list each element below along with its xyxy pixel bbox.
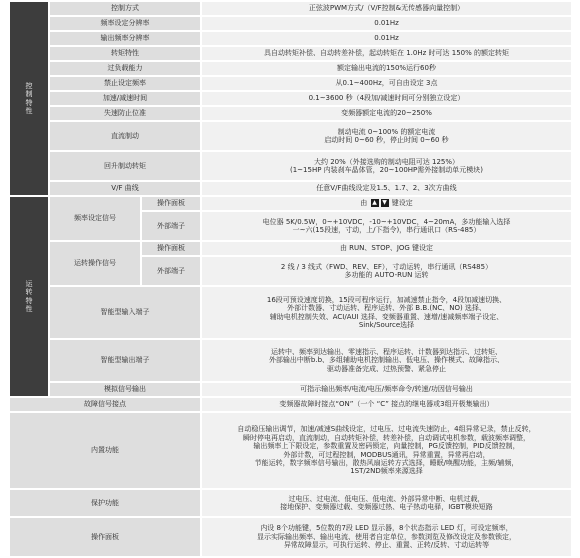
panel-line-3: 异常故障显示，可执行运转、停止、重置、正转/反转、寸动运转等 [283,541,490,550]
label-run-signal-panel: 操作面板 [142,242,202,255]
regen-torque-line-1: 大约 20%（外接选购的制动电阻可达 125%） [313,157,460,166]
up-arrow-key-icon: ▲ [372,199,377,207]
label-built-in: 内置功能 [10,413,202,488]
label-panel: 操作面板 [10,518,202,556]
label-freq-signal-ext: 外部端子 [142,212,202,240]
label-prohibit-freq: 禁止设定频率 [50,77,202,90]
value-control-mode: 正弦波PWM方式/（V/F控制&无传感器向量控制） [202,2,571,15]
value-dc-brake [202,122,571,150]
freq-signal-panel-prefix: 由 [360,199,368,208]
row-run-signal-panel [10,242,571,255]
category-control [10,2,50,195]
value-built-in [202,413,571,488]
value-smart-output [202,340,571,381]
value-accel-time: 0.1~3600 秒（4段加/减速时间可分别独立设定） [202,92,571,105]
dc-brake-line-1: 制动电流 0~100% 的额定电流 [337,127,436,136]
built-in-line-5: 节能运转，数字频率信号输出，散热风扇运转方式选择，睡眠/唤醒功能，主频/辅频， [254,458,519,467]
row-smart-output [10,340,571,381]
row-built-in [10,413,571,488]
value-freq-set-res: 0.01Hz [202,17,571,30]
protection-line-2: 接地保护、变频器过载、变频器过热、电子热动电驿，IGBT模块短路 [280,503,493,511]
smart-input-line-1: 16段可预设速度切换，15段可程序运行，加减速禁止指令，4段加减速切换、 [266,295,507,304]
value-prohibit-freq: 从0.1~400Hz，可自由设定 3点 [202,77,571,90]
smart-output-line-1: 运转中、频率到达输出、零速指示、程序运转、计数器到达指示、过转矩、 [271,347,502,356]
row-panel [10,518,571,556]
value-smart-input [202,287,571,338]
spec-table [10,0,571,558]
value-protection [202,490,571,516]
label-smart-output: 智能型输出端子 [50,340,202,381]
protection-line-1: 过电压、过电流、低电压、低电流、外部异常中断、电机过载， [288,494,485,503]
regen-torque-line-2: (1~15HP 内装刹车晶体管，20~100HP需外接制动单元模块) [289,166,483,174]
row-out-freq-res [10,32,571,45]
row-stall-prevent [10,107,571,120]
label-torque: 转矩特性 [50,47,202,60]
panel-line-1: 内设 8个功能键，5位数的7段 LED 显示器，8个状态指示 LED 灯，可设定频率， [260,524,513,533]
label-control-mode: 控制方式 [50,2,202,15]
row-overload [10,62,571,75]
freq-signal-ext-line-1: 电位器 5K/0.5W，0~+10VDC，-10~+10VDC，4~20mA，多功能输入选择 [262,217,511,226]
smart-input-line-3: 辅助电机控制失效、ACI/AUI 选择、变频器重置、速增/速减频率端子设定、 [269,312,504,321]
row-control-mode [10,2,571,15]
row-protection [10,490,571,516]
built-in-line-1: 自动稳压输出调节，加速/减速S曲线设定，过电压、过电流失速防止，4组异常记录，禁止反转， [237,425,536,434]
built-in-line-6: 1ST/2ND频率来源选择 [350,467,423,476]
built-in-line-3: 输出频率上下限设定，参数重置及密码锁定，向量控制，PG反馈控制，PID反馈控制， [253,442,520,451]
value-freq-signal-panel [202,197,571,210]
value-analog-output: 可指示输出频率/电流/电压/频率命令/转速/功因信号输出 [202,383,571,396]
label-accel-time: 加速/减速时间 [50,92,202,105]
label-analog-output: 模拟信号输出 [50,383,202,396]
row-analog-output [10,383,571,396]
built-in-line-4: 外部计数，可过程控制，MODBUS通讯，异常重置，异常再启动， [283,450,490,459]
value-overload: 额定输出电流的150%运行60秒 [202,62,571,75]
value-freq-signal-ext [202,212,571,240]
value-panel [202,518,571,556]
value-regen-torque [202,152,571,180]
label-vf-curve: V/F 曲线 [50,182,202,195]
smart-input-line-2: 外部计数器、寸动运转、程序运转、外部 B.B.(NC、NO) 选择、 [287,304,486,313]
row-dc-brake [10,122,571,150]
row-smart-input [10,287,571,338]
row-accel-time [10,92,571,105]
label-stall-prevent: 失速防止位准 [50,107,202,120]
label-overload: 过负载能力 [50,62,202,75]
label-freq-signal: 频率设定信号 [50,197,142,240]
row-freq-signal-panel [10,197,571,210]
smart-output-line-2: 外部输出中断b.b、多组辅助电机控制输出、低电压、操作模式、故障指示、 [268,356,505,365]
label-dc-brake: 直流制动 [50,122,202,150]
value-run-signal-panel: 由 RUN、STOP、JOG 键设定 [202,242,571,255]
label-freq-set-res: 频率设定分辨率 [50,17,202,30]
category-operation-label: 运 转 特 性 [25,279,33,313]
category-control-label: 控 制 特 性 [25,81,33,115]
value-out-freq-res: 0.01Hz [202,32,571,45]
label-fault-contact: 故障信号接点 [10,398,202,411]
value-run-signal-ext [202,257,571,285]
value-stall-prevent: 变频器额定电流的20~250% [202,107,571,120]
built-in-line-2: 瞬时停电再启动，直流制动，自动转矩补偿，转差补偿，自动调试电机参数，载波频率调整， [243,433,530,442]
label-run-signal: 运转操作信号 [50,242,142,285]
row-vf-curve [10,182,571,195]
freq-signal-ext-line-2: 一~六(15段速，寸动，上/下指令)，串行通讯口（RS-485） [292,226,481,234]
run-signal-ext-line-1: 2 线 / 3 线式（FWD、REV、EF），寸动运转，串行通讯（RS485） [280,262,493,271]
value-fault-contact: 变频器故障时接点“ON”（一个 “C” 接点的继电器或3组开极集输出） [202,398,571,411]
row-freq-set-res [10,17,571,30]
label-smart-input: 智能型输入端子 [50,287,202,338]
value-vf-curve: 任意V/F曲线设定及1.5、1.7、2、3次方曲线 [202,182,571,195]
row-fault-contact [10,398,571,411]
category-operation [10,197,50,396]
smart-input-line-4: Sink/Source选择 [358,320,415,329]
label-protection: 保护功能 [10,490,202,516]
down-arrow-key-icon: ▼ [382,199,387,207]
dc-brake-line-2: 启动时间 0~60 秒，停止时间 0~60 秒 [324,136,449,144]
value-torque: 具自动转矩补偿、自动转差补偿，起动转矩在 1.0Hz 时可达 150% 的额定转矩 [202,47,571,60]
run-signal-ext-line-2: 多功能的 AUTO-RUN 运转 [344,271,429,279]
freq-signal-panel-suffix: 键设定 [391,199,413,208]
row-regen-torque [10,152,571,180]
row-torque [10,47,571,60]
row-prohibit-freq [10,77,571,90]
panel-line-2: 显示实际输出频率、输出电流、使用者自定单位，参数浏览及修改设定及参数锁定， [257,532,516,541]
label-regen-torque: 回升制动转矩 [50,152,202,180]
smart-output-line-3: 驱动器准备完成、过热预警、紧急停止 [327,364,446,373]
label-run-signal-ext: 外部端子 [142,257,202,285]
label-freq-signal-panel: 操作面板 [142,197,202,210]
label-out-freq-res: 输出频率分辨率 [50,32,202,45]
